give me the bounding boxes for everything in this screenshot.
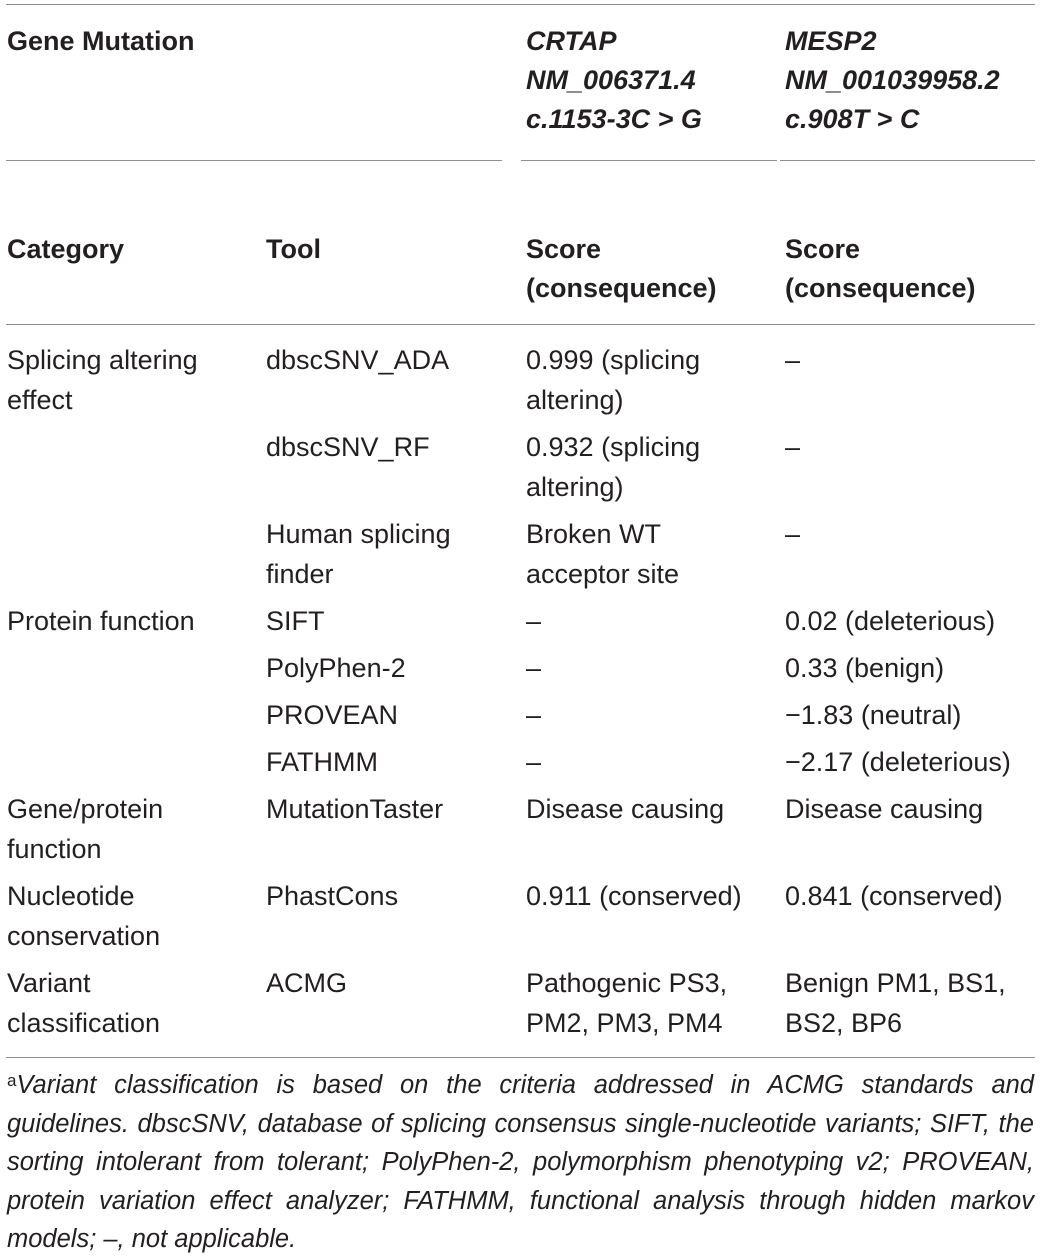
column-header-score-mesp2: Score (consequence): [785, 234, 976, 303]
header-rule-mesp2: [780, 160, 1035, 161]
row-7-crtap-cell: –: [526, 747, 542, 777]
row-9-category-cell: Nucleotide conservation: [7, 881, 161, 951]
row-5-tool-cell: PolyPhen-2: [266, 653, 406, 683]
row-10-category-cell: Variant classification: [7, 968, 161, 1038]
mesp2-gene: MESP2: [785, 26, 877, 56]
column-header-rule: [6, 324, 1035, 325]
crtap-variant: c.1153-3C > G: [526, 104, 702, 134]
gene-mutation-label: Gene Mutation: [7, 26, 195, 56]
column-header-category: Category: [7, 234, 125, 264]
mesp2-transcript: NM_001039958.2: [785, 65, 1000, 95]
row-7-tool-cell: FATHMM: [266, 747, 378, 777]
crtap-header: [526, 22, 702, 139]
row-8-category-cell: Gene/protein function: [7, 794, 164, 864]
row-4-tool-cell: SIFT: [266, 606, 325, 636]
row-2-mesp2-cell: –: [785, 432, 801, 462]
row-5-mesp2-cell: 0.33 (benign): [785, 653, 945, 683]
mesp2-header: [785, 22, 1000, 139]
row-2-tool-cell: dbscSNV_RF: [266, 432, 430, 462]
row-5-crtap-cell: –: [526, 653, 542, 683]
top-rule: [6, 4, 1035, 5]
row-2-crtap-cell: 0.932 (splicing altering): [526, 432, 701, 502]
crtap-gene: CRTAP: [526, 26, 617, 56]
row-1-category-cell: Splicing altering effect: [7, 345, 198, 415]
header-rule-left: [6, 160, 502, 161]
row-3-tool-cell: Human splicing finder: [266, 519, 451, 589]
row-4-crtap-cell: –: [526, 606, 542, 636]
header-rule-crtap: [521, 160, 777, 161]
row-6-crtap-cell: –: [526, 700, 542, 730]
row-6-tool-cell: PROVEAN: [266, 700, 399, 730]
row-10-crtap-cell: Pathogenic PS3, PM2, PM3, PM4: [526, 968, 728, 1038]
row-8-tool-cell: MutationTaster: [266, 794, 444, 824]
crtap-transcript: NM_006371.4: [526, 65, 696, 95]
row-9-crtap-cell: 0.911 (conserved): [526, 881, 742, 911]
footnote-marker: a: [7, 1071, 17, 1090]
bottom-rule: [6, 1057, 1035, 1058]
row-9-tool-cell: PhastCons: [266, 881, 399, 911]
mesp2-variant: c.908T > C: [785, 104, 920, 134]
row-1-mesp2-cell: –: [785, 345, 801, 375]
row-9-mesp2-cell: 0.841 (conserved): [785, 881, 1003, 911]
footnote-text: Variant classification is based on the criteria addressed in ACMG standards and guidelines. dbscSNV, database of splicing consensus single-nucleotide variants; SIFT, the sorting intolerant from tolerant; PolyPhen-2, polymorphism phenotyping v2; PROVEAN, protein variation effect analyzer; FATHMM, functional analysis through hidden markov models; –, not applicable.: [7, 1071, 1034, 1253]
row-4-category-cell: Protein function: [7, 606, 195, 636]
row-1-tool-cell: dbscSNV_ADA: [266, 345, 450, 375]
column-header-tool: Tool: [266, 234, 321, 264]
row-8-mesp2-cell: Disease causing: [785, 794, 984, 824]
row-10-mesp2-cell: Benign PM1, BS1, BS2, BP6: [785, 968, 1006, 1038]
row-1-crtap-cell: 0.999 (splicing altering): [526, 345, 701, 415]
row-7-mesp2-cell: −2.17 (deleterious): [785, 747, 1011, 777]
row-8-crtap-cell: Disease causing: [526, 794, 725, 824]
row-4-mesp2-cell: 0.02 (deleterious): [785, 606, 996, 636]
row-3-mesp2-cell: –: [785, 519, 801, 549]
row-10-tool-cell: ACMG: [266, 968, 347, 998]
row-6-mesp2-cell: −1.83 (neutral): [785, 700, 962, 730]
footnote: [7, 1066, 1034, 1259]
row-3-crtap-cell: Broken WT acceptor site: [526, 519, 680, 589]
column-header-score-crtap: Score (consequence): [526, 234, 717, 303]
